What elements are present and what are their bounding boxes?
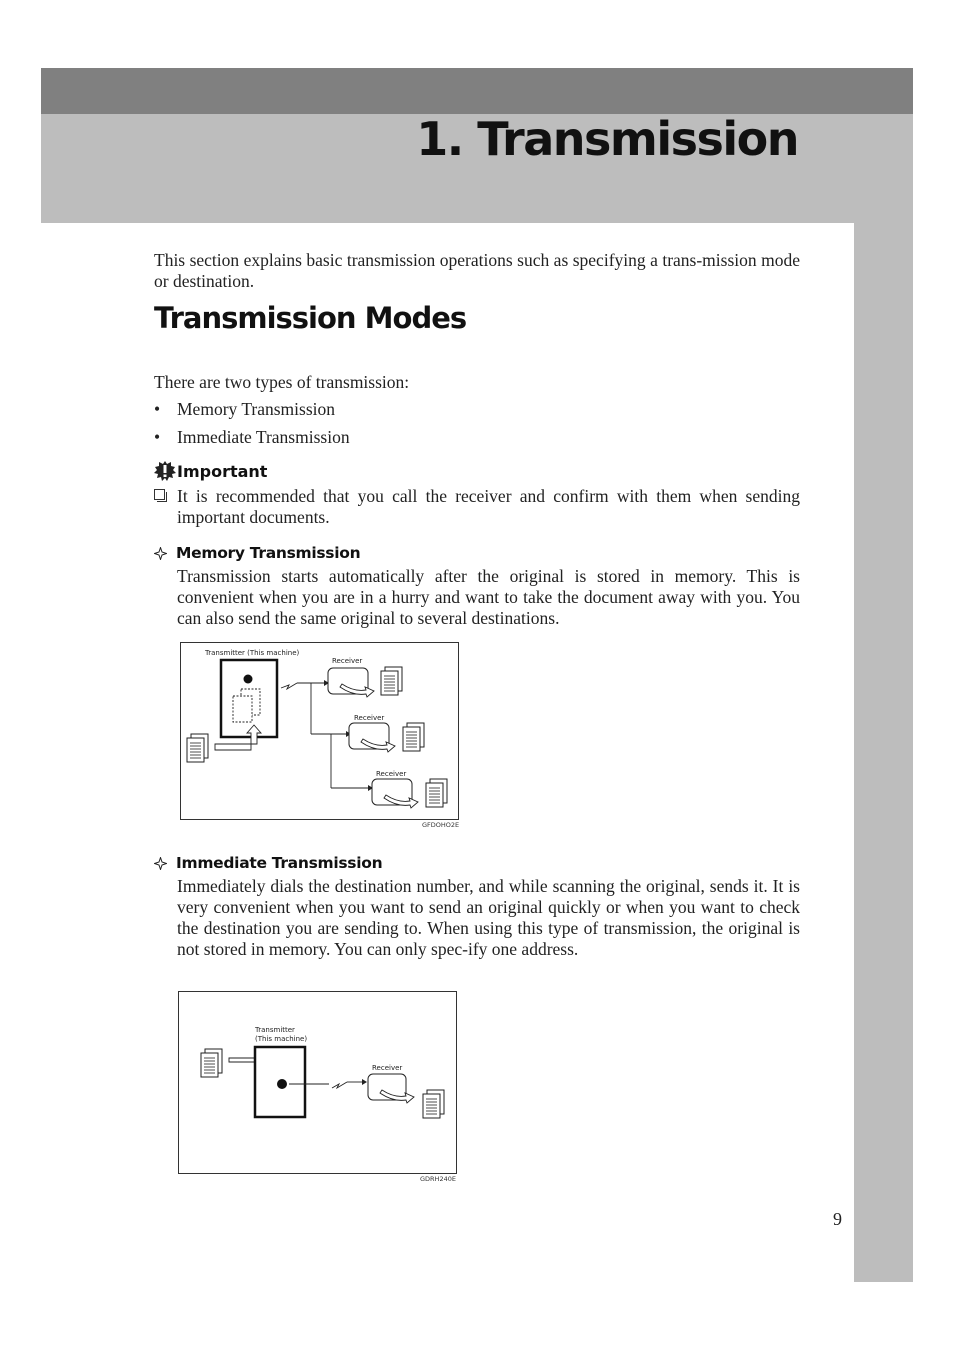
received-document-icon: [423, 1090, 444, 1118]
bullet-icon: •: [154, 399, 161, 419]
list-item: [154, 399, 350, 427]
received-document-icon: [426, 779, 447, 807]
receiver-label: Receiver: [354, 714, 385, 722]
memory-transmission-figure: [180, 642, 459, 820]
receiver-label: Receiver: [372, 1064, 403, 1072]
chapter-title: 1. Transmission: [416, 112, 798, 166]
diamond-bullet-icon: [154, 547, 167, 560]
original-document-icon: [201, 1049, 222, 1077]
chapter-side-tab: [854, 223, 913, 1282]
received-document-icon: [403, 723, 424, 751]
receiver-label: Receiver: [332, 657, 363, 665]
transmission-type-list: [154, 399, 350, 455]
immediate-heading: [154, 854, 382, 872]
diamond-bullet-icon: [154, 857, 167, 870]
important-note: It is recommended that you call the receiver and confirm with them when sending important documents.: [177, 486, 800, 527]
immediate-body: Immediately dials the destination number, and while scanning the original, sends it. It is very convenient when you want to send an original quickly or when you want to check the destination you are sending to. When using this type of transmission, the original is not stored in memory. You can only spec-ify one address.: [177, 876, 800, 959]
figure-code: GFDOHO2E: [422, 821, 460, 829]
bullet-icon: •: [154, 427, 161, 447]
important-icon: [154, 461, 176, 481]
header-band-dark: [41, 68, 913, 114]
received-document-icon: [381, 667, 402, 695]
intro-paragraph: This section explains basic transmission operations such as specifying a trans-mission mode or destination.: [154, 250, 800, 291]
memory-heading: [154, 544, 360, 562]
scan-point-icon: [244, 675, 253, 684]
original-document-icon: [187, 734, 208, 762]
scan-point-icon: [277, 1079, 287, 1089]
list-item-label: Immediate Transmission: [177, 427, 350, 447]
receiver-machine-icon: [328, 668, 374, 697]
memory-body: Transmission starts automatically after the original is stored in memory. This is convenient when you are in a hurry and want to take the document away with you. You can also send the same original to several destinations.: [177, 566, 800, 628]
important-heading: [154, 461, 267, 481]
page-number: 9: [833, 1209, 842, 1229]
receiver-machine-icon: [372, 779, 418, 808]
receiver-machine-icon: [349, 723, 395, 752]
note-checkbox-icon: [154, 489, 165, 500]
receiver-label: Receiver: [376, 770, 407, 778]
immediate-transmission-diagram: [179, 992, 458, 1175]
important-label: Important: [177, 461, 268, 481]
immediate-heading-label: Immediate Transmission: [176, 854, 383, 872]
memory-heading-label: Memory Transmission: [176, 544, 361, 562]
transmitter-label-line2: (This machine): [255, 1035, 308, 1043]
section-lead: There are two types of transmission:: [154, 372, 410, 392]
list-item: [154, 427, 350, 455]
immediate-transmission-figure: [178, 991, 457, 1174]
transmitter-label-line1: Transmitter: [255, 1026, 295, 1034]
receiver-machine-icon: [368, 1074, 414, 1103]
list-item-label: Memory Transmission: [177, 399, 336, 419]
transmitter-label: Transmitter (This machine): [205, 649, 300, 657]
section-title: Transmission Modes: [154, 301, 467, 335]
figure-code: GDRH240E: [420, 1175, 456, 1183]
memory-transmission-diagram: [181, 643, 460, 821]
